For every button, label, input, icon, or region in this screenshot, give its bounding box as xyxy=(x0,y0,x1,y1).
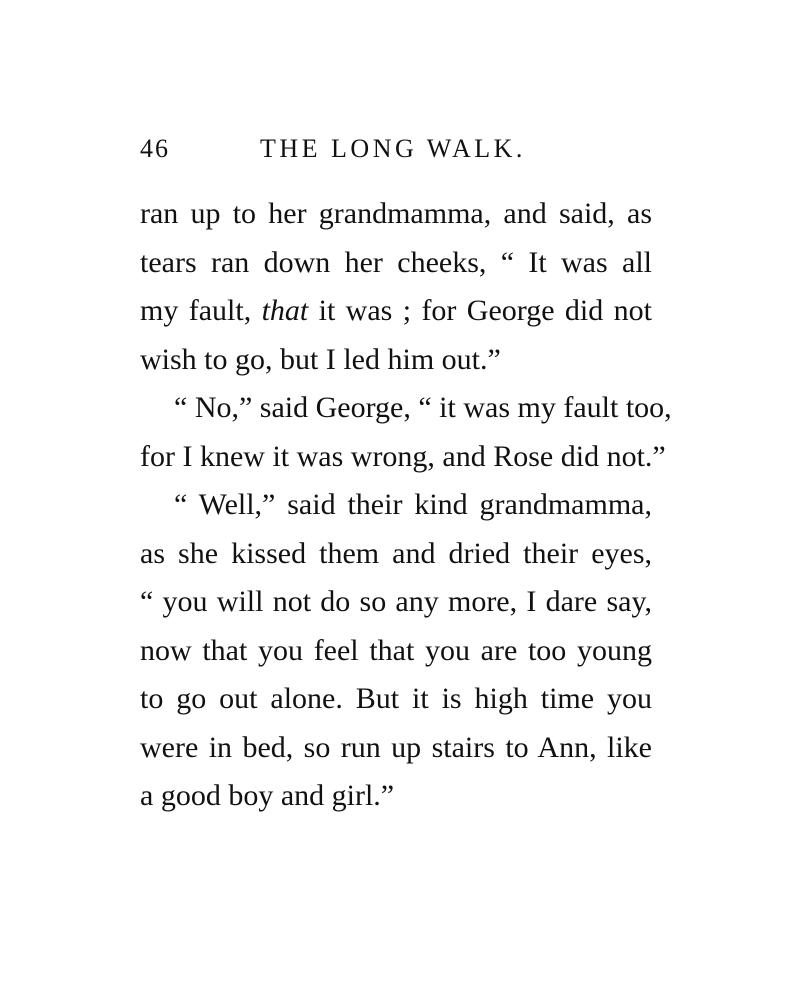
text-line: “ you will not do so any more, I dare say, xyxy=(140,585,652,618)
text-line: a good boy and girl.” xyxy=(140,779,395,812)
text-line: “ No,” said George, “ it was my fault too, xyxy=(174,391,672,424)
text-line: for I knew it was wrong, and Rose did not.” xyxy=(140,439,666,473)
body-text xyxy=(140,190,672,821)
text-segment: my fault, xyxy=(140,294,262,327)
text-segment: it was ; for George did not xyxy=(308,294,652,327)
text-line: now that you feel that you are too young xyxy=(140,633,652,667)
text-line: tears ran down her cheeks, “ It was all xyxy=(140,245,652,279)
text-line: as she kissed them and dried their eyes, xyxy=(140,536,652,570)
running-title: THE LONG WALK. xyxy=(260,134,526,163)
text-line: were in bed, so run up stairs to Ann, like xyxy=(140,730,652,764)
running-head xyxy=(140,134,652,168)
text-line: to go out alone. But it is high time you xyxy=(140,682,652,715)
text-line: “ Well,” said their kind grandmamma, xyxy=(174,488,652,521)
text-line xyxy=(140,287,652,336)
text-line: ran up to her grandmamma, and said, as xyxy=(140,197,652,230)
text-line: wish to go, but I led him out.” xyxy=(140,342,501,376)
page-number: 46 xyxy=(140,134,170,163)
italic-word: that xyxy=(261,294,309,327)
